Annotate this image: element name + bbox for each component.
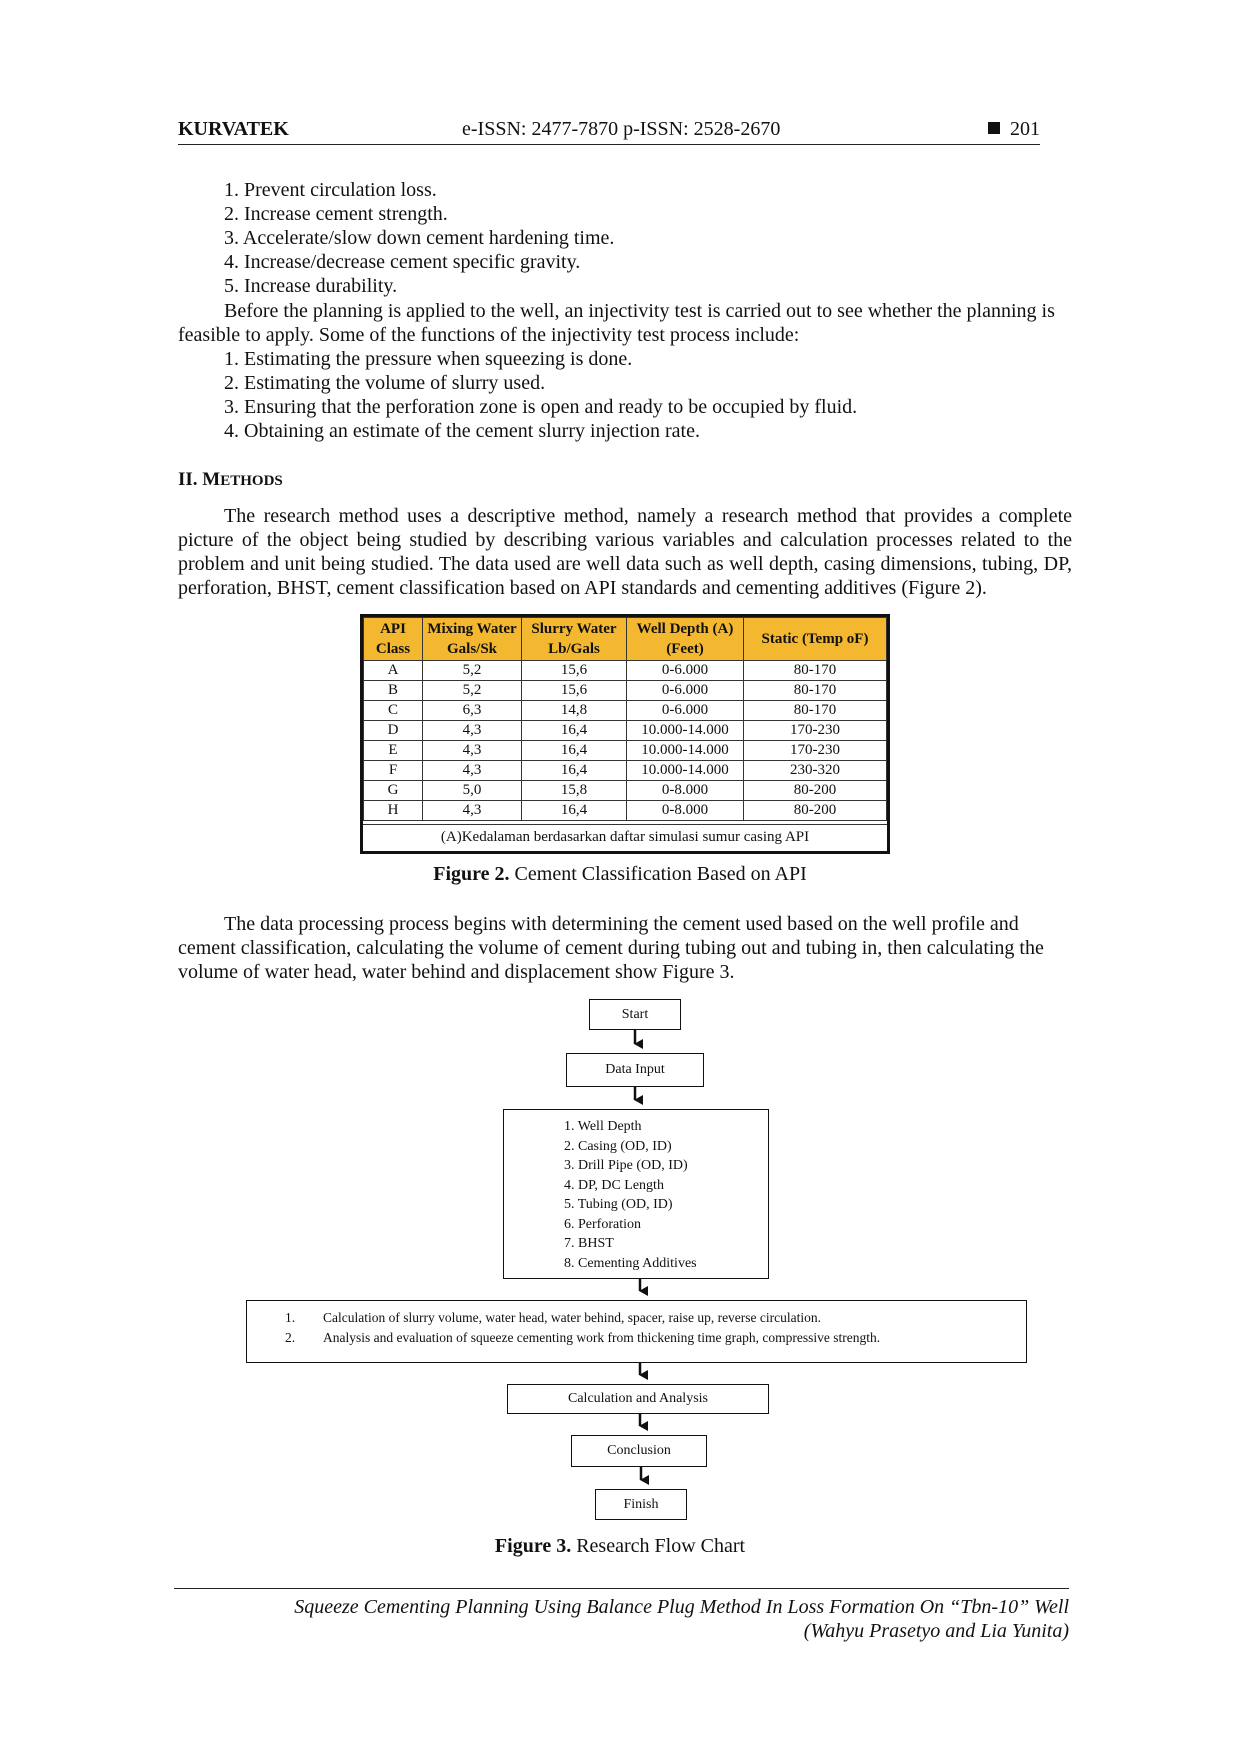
list-item: 2. Increase cement strength. — [224, 203, 448, 225]
paragraph-injectivity: Before the planning is applied to the well, an injectivity test is carried out to see whether the planning is feasible to apply. Some of the functions of the injectivity test process include: — [178, 300, 1055, 346]
table-cell: 5,2 — [423, 681, 522, 701]
table-cell: 0-6.000 — [627, 701, 744, 721]
figure-text: Research Flow Chart — [571, 1535, 746, 1557]
list-item: 3. Drill Pipe (OD, ID) — [564, 1158, 688, 1173]
flow-start-box: Start — [589, 999, 681, 1030]
table-cell: E — [364, 741, 423, 761]
list-item: 2. Estimating the volume of slurry used. — [224, 372, 546, 394]
column-header: API Class — [364, 618, 423, 661]
journal-name: KURVATEK — [178, 118, 289, 140]
figure-label: Figure 2. — [433, 863, 510, 885]
list-item: 1. Well Depth — [564, 1119, 642, 1134]
column-header: Well Depth (A) (Feet) — [627, 618, 744, 661]
table-cell: 10.000-14.000 — [627, 761, 744, 781]
table-cell: 0-6.000 — [627, 661, 744, 681]
column-header: Static (Temp oF) — [744, 618, 887, 661]
table-cell: 170-230 — [744, 721, 887, 741]
issn: e-ISSN: 2477-7870 p-ISSN: 2528-2670 — [462, 118, 781, 140]
table-cell: 0-8.000 — [627, 781, 744, 801]
table-cell: 0-6.000 — [627, 681, 744, 701]
section-title-rest: ETHODS — [220, 473, 283, 489]
paragraph-process: The data processing process begins with determining the cement used based on the well profile and cement classification, calculating the volume of cement during tubing out and tubing in, then calculating the volume of water head, water behind and displacement show Figure 3. — [178, 913, 1044, 983]
list-item: 6. Perforation — [564, 1216, 641, 1232]
figure-3-caption — [0, 1535, 1240, 1558]
table-cell: 14,8 — [522, 701, 627, 721]
list-item: 5. Tubing (OD, ID) — [564, 1197, 673, 1212]
table-cell: 80-200 — [744, 801, 887, 821]
list-item: 4. Increase/decrease cement specific gravity. — [224, 251, 581, 273]
section-title-first: M — [202, 469, 221, 490]
table-cell: 80-200 — [744, 781, 887, 801]
column-header: Mixing Water Gals/Sk — [423, 618, 522, 661]
table-cell: 80-170 — [744, 701, 887, 721]
footer-authors: (Wahyu Prasetyo and Lia Yunita) — [803, 1620, 1069, 1642]
list-item — [285, 1328, 1026, 1348]
step-text: Analysis and evaluation of squeeze cementing work from thickening time graph, compressive strength. — [323, 1330, 881, 1345]
flow-calculation-steps-box — [246, 1300, 1027, 1363]
step-number: 2. — [285, 1330, 296, 1345]
table-cell: 80-170 — [744, 661, 887, 681]
list-item: 8. Cementing Additives — [564, 1255, 697, 1271]
table-note: (A)Kedalaman berdasarkan daftar simulasi sumur casing API — [363, 824, 887, 851]
list-item: 1. Prevent circulation loss. — [224, 179, 437, 201]
figure-label: Figure 3. — [494, 1535, 572, 1557]
table-cell: B — [364, 681, 423, 701]
column-header: Slurry Water Lb/Gals — [522, 618, 627, 661]
table-cell: 16,4 — [522, 721, 627, 741]
flow-input-list-box — [503, 1109, 769, 1279]
flow-finish-box: Finish — [595, 1489, 687, 1520]
table-cell: 4,3 — [423, 741, 522, 761]
flow-data-input-box: Data Input — [566, 1053, 704, 1087]
table-cell: 5,2 — [423, 661, 522, 681]
table-cell: 10.000-14.000 — [627, 741, 744, 761]
list-item: 4. DP, DC Length — [564, 1177, 664, 1193]
table-cell: A — [364, 661, 423, 681]
table-cell: 4,3 — [423, 761, 522, 781]
page-number: 201 — [1010, 118, 1040, 140]
table-cell: 16,4 — [522, 801, 627, 821]
list-item: 2. Casing (OD, ID) — [564, 1138, 672, 1154]
table-cell: 15,8 — [522, 781, 627, 801]
list-item — [285, 1308, 1026, 1328]
list-item: 1. Estimating the pressure when squeezing is done. — [224, 348, 633, 370]
table-cell: 10.000-14.000 — [627, 721, 744, 741]
table-cell: 16,4 — [522, 741, 627, 761]
table-cell: H — [364, 801, 423, 821]
list-item: 3. Accelerate/slow down cement hardening time. — [224, 227, 615, 249]
list-item: 3. Ensuring that the perforation zone is open and ready to be occupied by fluid. — [224, 396, 858, 418]
table-cell: 6,3 — [423, 701, 522, 721]
table-cell: 0-8.000 — [627, 801, 744, 821]
table-cell: 170-230 — [744, 741, 887, 761]
table-cell: 80-170 — [744, 681, 887, 701]
table-cell: C — [364, 701, 423, 721]
step-number: 1. — [285, 1310, 296, 1325]
step-text: Calculation of slurry volume, water head, water behind, spacer, raise up, reverse circulation. — [323, 1310, 822, 1325]
flow-calc-analysis-box: Calculation and Analysis — [507, 1384, 769, 1414]
figure-text: Cement Classification Based on API — [509, 863, 807, 885]
paragraph-methods: The research method uses a descriptive method, namely a research method that provides a complete picture of the object being studied by describing various variables and calculation processes related to the problem and unit being studied. The data used are well data such as well depth, casing dimensions, tubing, DP, perforation, BHST, cement classification based on API standards and cementing additives (Figure 2). — [178, 505, 1072, 599]
table-cell: 5,0 — [423, 781, 522, 801]
footer-title: Squeeze Cementing Planning Using Balance Plug Method In Loss Formation On “Tbn-10” Well — [294, 1596, 1069, 1618]
list-item: 5. Increase durability. — [224, 275, 398, 297]
table-cell: 15,6 — [522, 681, 627, 701]
list-item: 4. Obtaining an estimate of the cement slurry injection rate. — [224, 420, 700, 442]
table-cell: D — [364, 721, 423, 741]
list-item: 7. BHST — [564, 1236, 614, 1251]
table-cell: 4,3 — [423, 801, 522, 821]
table-cell: G — [364, 781, 423, 801]
table-cell: 16,4 — [522, 761, 627, 781]
page-footer — [174, 1588, 1069, 1643]
table-cell: F — [364, 761, 423, 781]
flow-conclusion-box: Conclusion — [571, 1435, 707, 1467]
section-number: II. — [178, 469, 198, 490]
table-cell: 15,6 — [522, 661, 627, 681]
table-cell: 4,3 — [423, 721, 522, 741]
table-cell: 230-320 — [744, 761, 887, 781]
